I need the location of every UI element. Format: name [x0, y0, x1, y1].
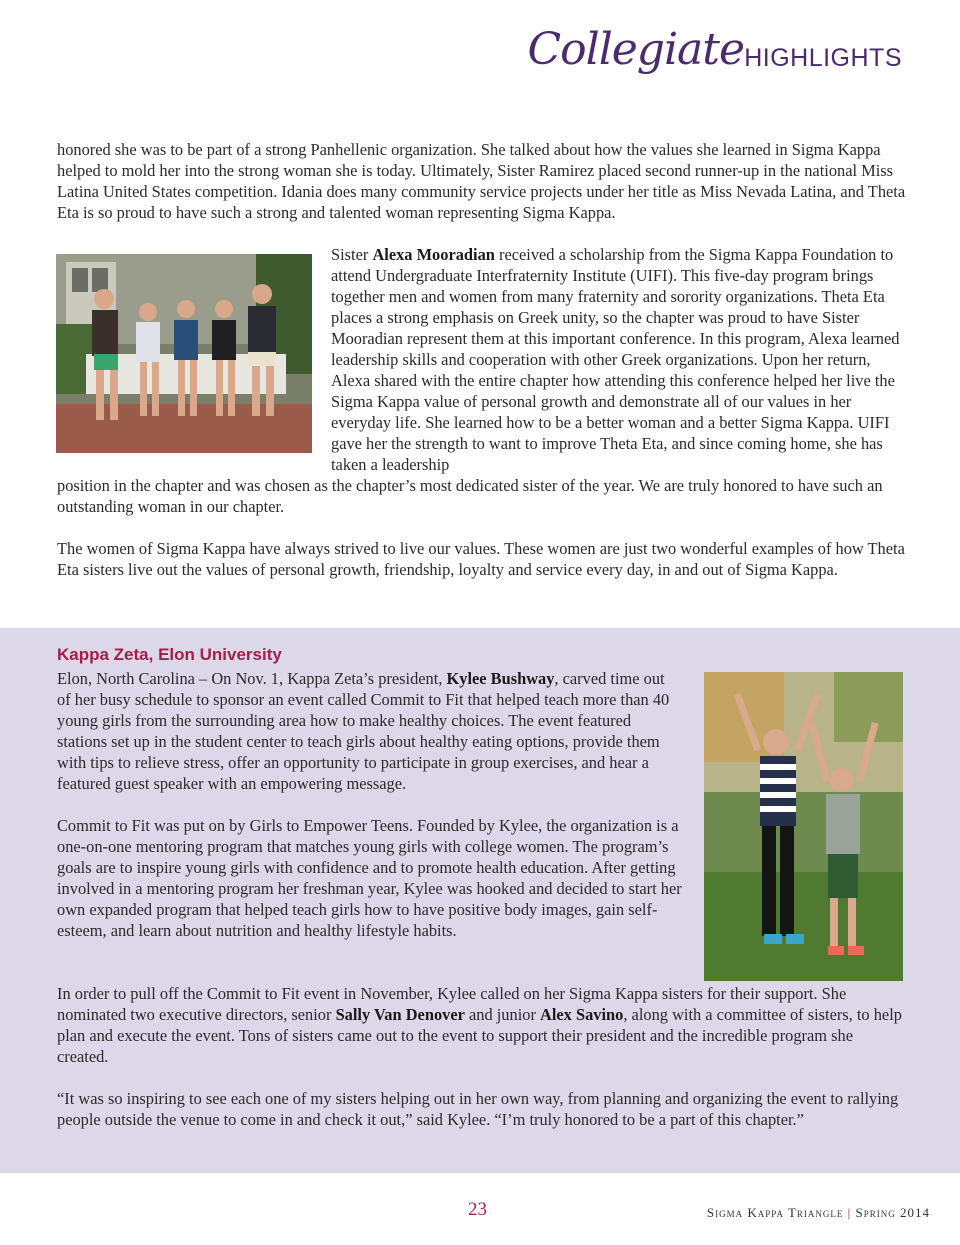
footer-separator: |: [847, 1205, 852, 1220]
name-kylee-bushway: Kylee Bushway: [446, 669, 555, 688]
footer-issue: Spring 2014: [855, 1205, 930, 1220]
paragraph-committee-a: In order to pull off the Commit to Fit event in November, Kylee called on her Sigma Kappa sisters for their support. She nominated two executive directors, senior: [57, 984, 847, 1024]
paragraph-bushway: [57, 668, 682, 794]
paragraph-committee: [57, 983, 907, 1067]
photo-sisters-bench: [56, 254, 312, 453]
photo-commit-to-fit: [704, 672, 903, 981]
name-alexa-mooradian: Alexa Mooradian: [372, 245, 495, 264]
paragraph-ramirez: honored she was to be part of a strong Panhellenic organization. She talked about how the values she learned in Sigma Kappa helped to mold her into the strong woman she is today. Ultimately, Sister Ramirez placed second runner-up in the national Miss Latina United States competition. Idania does many community service projects under her title as Miss Nevada Latina, and Theta Eta is so proud to have such a strong and talented woman representing Sigma Kappa.: [57, 140, 906, 222]
paragraph-committee-b: and junior: [464, 1005, 541, 1024]
footer-publication: Sigma Kappa Triangle: [706, 1205, 844, 1220]
paragraph-bushway-body: , carved time out of her busy schedule to sponsor an event called Commit to Fit that helped teach more than 40 young girls from the surrounding area how to make healthy choices. The event featured stations set up in the student center to teach girls about healthy eating options, provide them with tips to relieve stress, offer an opportunity to participate in group exercises, and hear a featured guest speaker with an empowering message.: [57, 669, 670, 793]
page-number: 23: [468, 1199, 487, 1220]
name-sally-van-denover: Sally Van Denover: [335, 1005, 465, 1024]
section-heading-kappa-zeta: Kappa Zeta, Elon University: [57, 645, 282, 664]
paragraph-committee-c: , along with a committee of sisters, to help plan and execute the event. Tons of sisters came out to the event to support their president and the incredible program she created.: [57, 1005, 902, 1066]
footer-publication-line: [707, 1205, 930, 1221]
paragraph-kylee-quote: “It was so inspiring to see each one of my sisters helping out in her own way, from planning and organizing the event to rallying people outside the venue to come in and check it out,” said Kylee. “I’m truly honored to be a part of this chapter.”: [57, 1089, 899, 1129]
paragraph-bushway-pre: Elon, North Carolina – On Nov. 1, Kappa Zeta’s president,: [57, 669, 447, 688]
paragraph-values: The women of Sigma Kappa have always strived to live our values. These women are just two wonderful examples of how Theta Eta sisters live out the values of personal growth, friendship, loyalty and service every day, in and out of Sigma Kappa.: [57, 539, 905, 579]
paragraph-girls-to-empower-teens: Commit to Fit was put on by Girls to Empower Teens. Founded by Kylee, the organization is a one-on-one mentoring program that matches young girls with college women. The program’s goals are to inspire young girls with confidence and to promote health education. After getting involved in a mentoring program her freshman year, Kylee was hooked and decided to start her own expanded program that helped teach girls how to have positive body images, gain self-esteem, and learn about nutrition and healthy lifestyle habits.: [57, 816, 682, 940]
header-caps-word: HIGHLIGHTS: [744, 44, 902, 72]
photo-sisters-bench-image: [56, 254, 312, 453]
header-script-word: Collegiate: [527, 24, 744, 75]
paragraph-mooradian-body: received a scholarship from the Sigma Kappa Foundation to attend Undergraduate Interfraternity Institute (UIFI). This five-day program brings together men and women from many fraternity and sorority organizations. Theta Eta places a strong emphasis on Greek unity, so the chapter was proud to have Sister Mooradian represent them at this important conference. In this program, Alexa learned leadership skills and cooperation with other Greek organizations. Upon her return, Alexa shared with the entire chapter how attending this conference helped her live the Sigma Kappa value of personal growth and demonstrate all of our values in her everyday life. She learned how to be a better woman and a better Sigma Kappa. UIFI gave her the strength to want to improve Theta Eta, and since coming home, she has taken a leadership: [331, 245, 900, 474]
paragraph-mooradian: [331, 244, 907, 475]
name-alex-savino: Alex Savino: [540, 1005, 624, 1024]
paragraph-mooradian-continued: position in the chapter and was chosen as the chapter’s most dedicated sister of the year. We are truly honored to have such an outstanding woman in our chapter.: [57, 476, 883, 516]
paragraph-mooradian-pre: Sister: [331, 245, 373, 264]
photo-commit-to-fit-image: [704, 672, 903, 981]
